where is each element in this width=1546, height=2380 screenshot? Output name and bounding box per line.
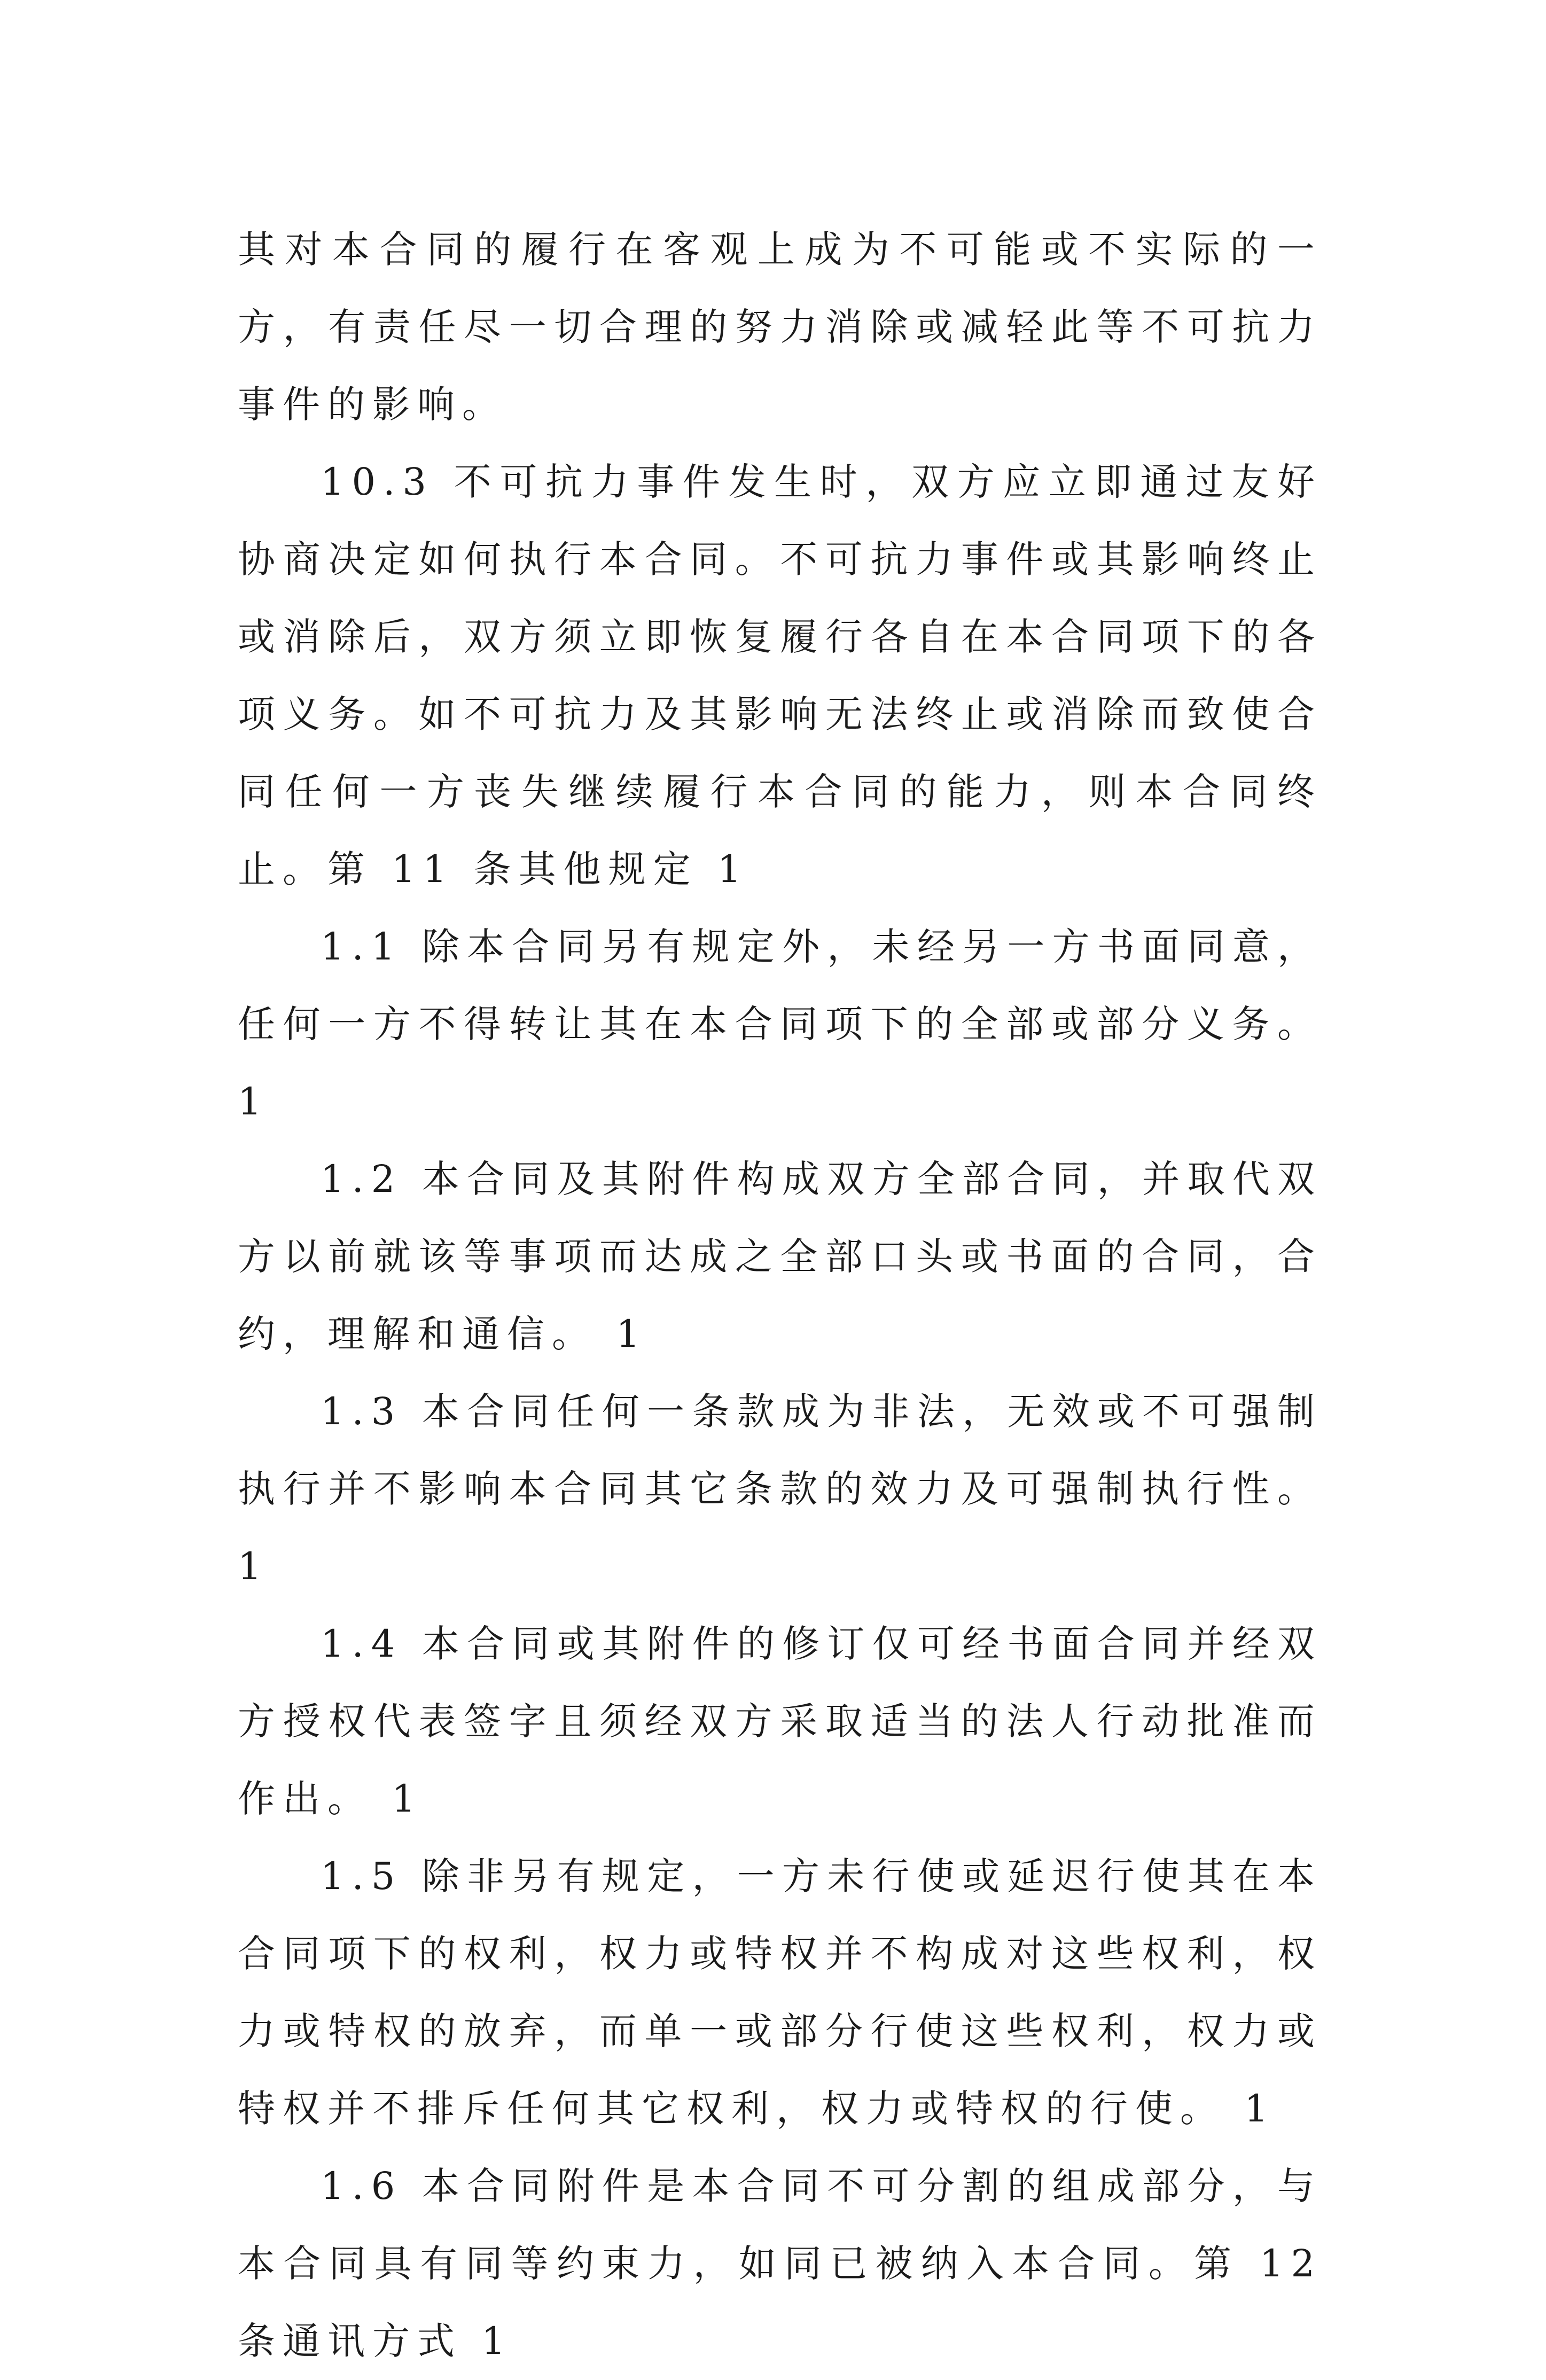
paragraph-clause-1-4: 1.4 本合同或其附件的修订仅可经书面合同并经双方授权代表签字且须经双方采取适当的法人行动批准而作出。 1: [238, 1622, 1322, 1821]
document-body: [238, 211, 1322, 2380]
paragraph-clause-1-2: 1.2 本合同及其附件构成双方全部合同，并取代双方以前就该等事项而达成之全部口头或书面的合同，合约，理解和通信。 1: [238, 1157, 1322, 1356]
paragraph-clause-1-5: 1.5 除非另有规定，一方未行使或延迟行使其在本合同项下的权利，权力或特权并不构成对这些权利，权力或特权的放弃，而单一或部分行使这些权利，权力或特权并不排斥任何其它权利，权力或特权的行使。 1: [238, 1854, 1322, 2131]
paragraph-force-majeure-continuation: 其对本合同的履行在客观上成为不可能或不实际的一方，有责任尽一切合理的努力消除或减轻此等不可抗力事件的影响。: [238, 228, 1322, 426]
paragraph-clause-1-3: 1.3 本合同任何一条款成为非法，无效或不可强制执行并不影响本合同其它条款的效力及可强制执行性。 1: [238, 1390, 1322, 1588]
paragraph-clause-1-1: 1.1 除本合同另有规定外，未经另一方书面同意，任何一方不得转让其在本合同项下的全部或部分义务。 1: [238, 925, 1322, 1123]
paragraph-clause-10-3: 10.3 不可抗力事件发生时，双方应立即通过友好协商决定如何执行本合同。不可抗力事件或其影响终止或消除后，双方须立即恢复履行各自在本合同项下的各项义务。如不可抗力及其影响无法终止或消除而致使合同任何一方丧失继续履行本合同的能力，则本合同终止。第 11 条其他规定 1: [238, 460, 1322, 891]
paragraph-clause-1-6: 1.6 本合同附件是本合同不可分割的组成部分，与本合同具有同等约束力，如同已被纳入本合同。第 12 条通讯方式 1: [238, 2164, 1322, 2363]
